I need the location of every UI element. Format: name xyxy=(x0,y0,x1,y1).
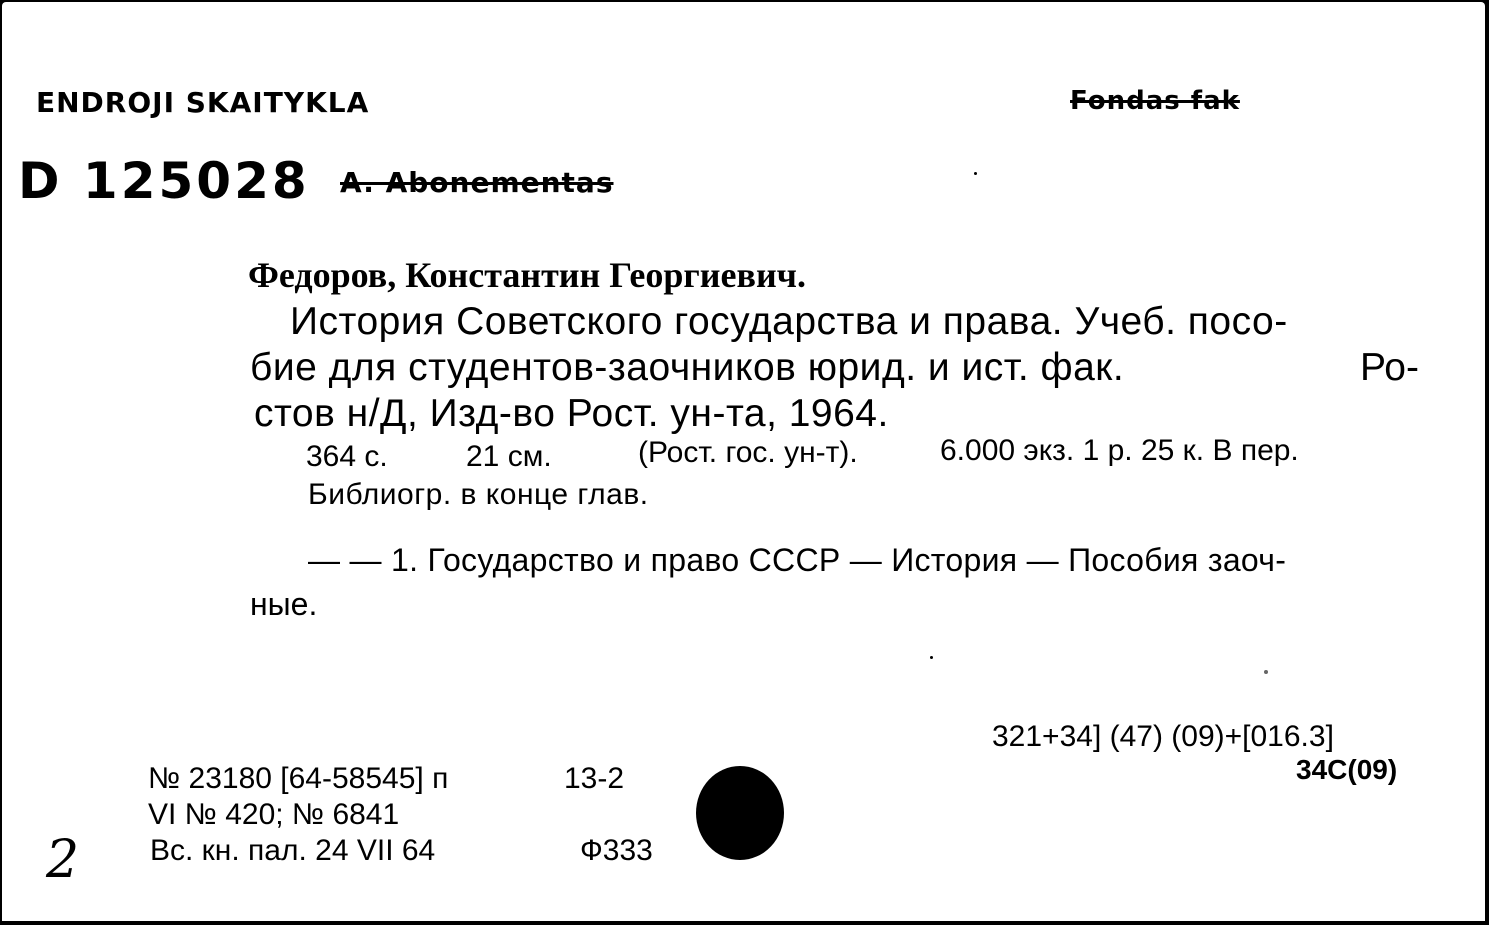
classification-line-1: 321+34] (47) (09)+[016.3] xyxy=(992,720,1334,753)
title-line-2-tail: Ро- xyxy=(1360,346,1419,389)
footer-line-1: № 23180 [64-58545] п xyxy=(148,762,449,795)
title-line-1: История Советского государства и права. Учеб. посо- xyxy=(290,300,1288,343)
call-number: D 125028 xyxy=(18,152,310,210)
catalog-card xyxy=(2,2,1485,921)
speck xyxy=(930,656,933,659)
author-heading: Федоров, Константин Георгиевич. xyxy=(248,255,806,295)
footer-code-1: 13-2 xyxy=(564,762,625,795)
speck xyxy=(974,172,977,175)
handwritten-number: 2 xyxy=(46,830,80,890)
footer-code-3: Ф333 xyxy=(580,834,653,867)
classification-line-2: 34С(09) xyxy=(1296,754,1398,785)
library-stamp: ENDROJI SKAITYKLA xyxy=(36,86,370,119)
bibliography-note: Библиогр. в конце глав. xyxy=(308,478,649,511)
size: 21 см. xyxy=(466,440,552,473)
fund-stamp-struck: Fondas fak xyxy=(1070,86,1240,116)
subscription-stamp-struck: A. Abonementas xyxy=(340,166,614,199)
title-line-2: бие для студентов-заочников юрид. и ист. фак. xyxy=(250,346,1125,389)
footer-line-3: Вс. кн. пал. 24 VII 64 xyxy=(150,834,436,867)
pages: 364 с. xyxy=(306,440,388,473)
footer-line-2: VI № 420; № 6841 xyxy=(148,798,400,831)
speck xyxy=(1264,670,1268,674)
subject-line-1: — — 1. Государство и право СССР — История — Пособия заоч- xyxy=(308,542,1287,578)
title-line-3: стов н/Д, Изд-во Рост. ун-та, 1964. xyxy=(254,392,889,435)
subject-line-2: ные. xyxy=(250,586,318,622)
punch-hole xyxy=(696,766,784,860)
physical-rest: 6.000 экз. 1 р. 25 к. В пер. xyxy=(940,434,1299,467)
series: (Рост. гос. ун-т). xyxy=(638,436,858,469)
